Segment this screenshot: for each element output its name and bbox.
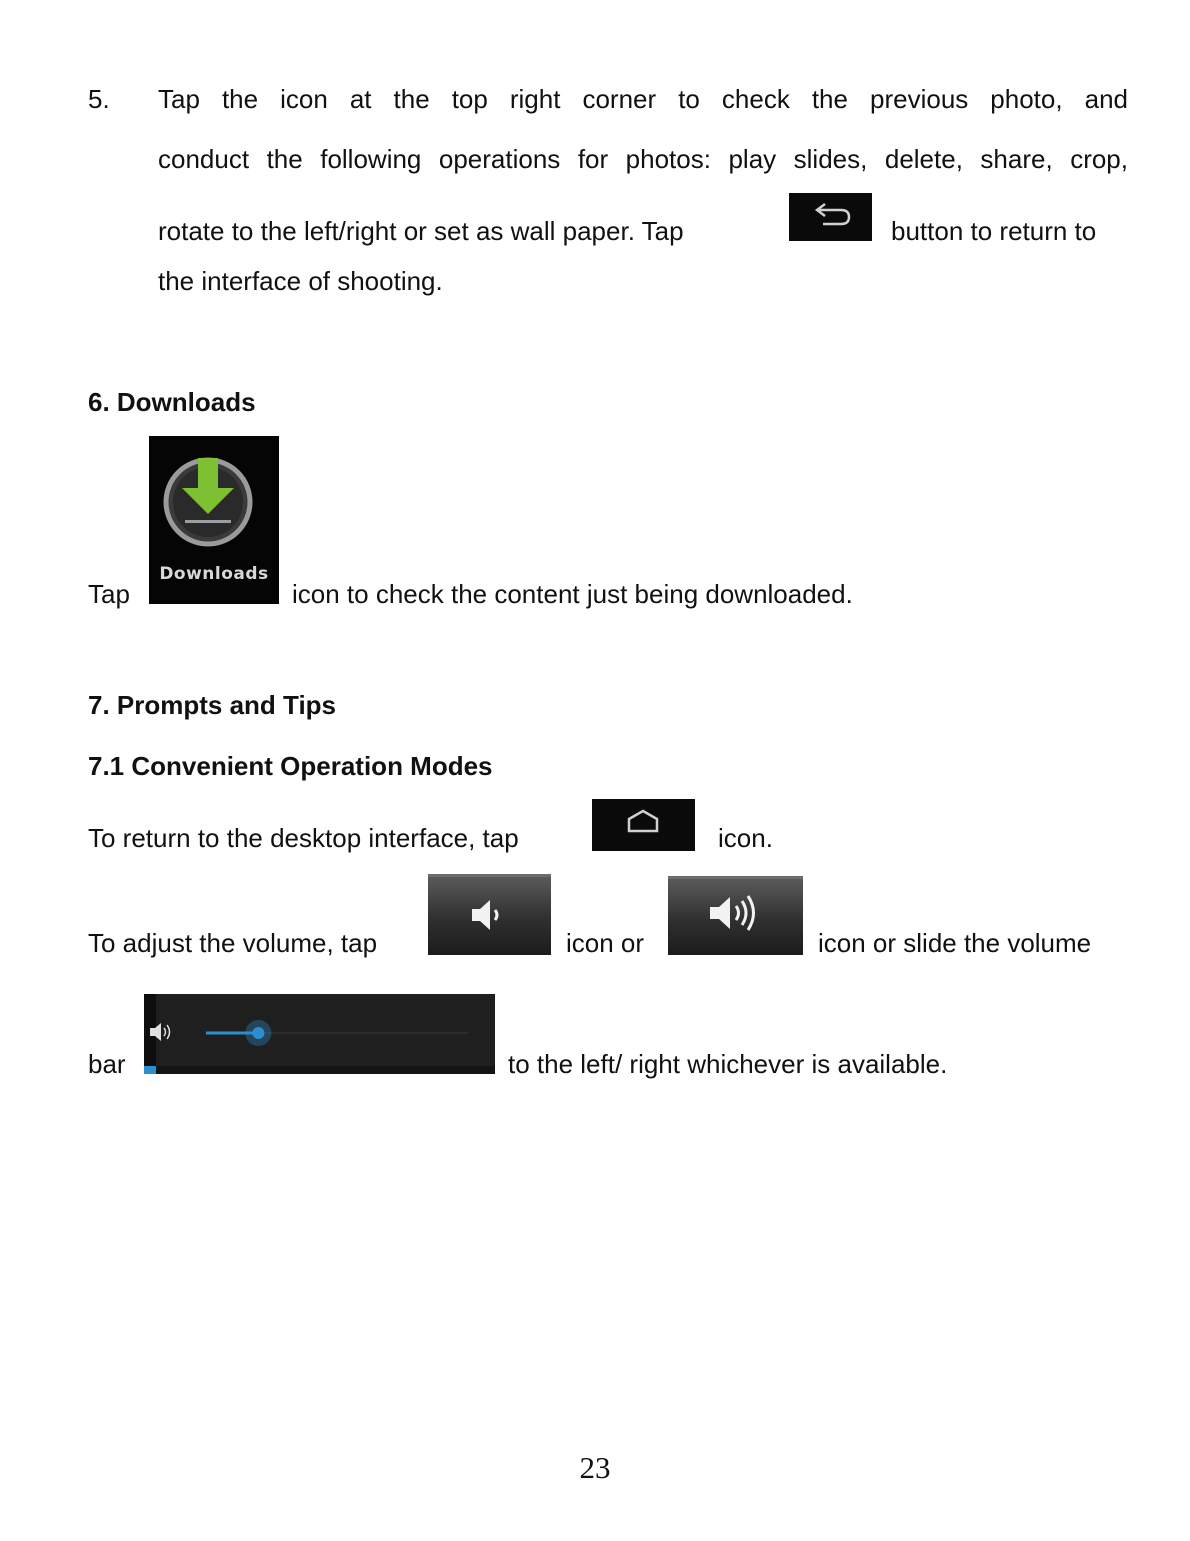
paragraph-text: icon. (718, 823, 773, 853)
section-heading: 7. Prompts and Tips (88, 690, 337, 720)
section-heading: 6. Downloads (88, 387, 256, 417)
downloads-icon-label: Downloads (159, 564, 269, 584)
paragraph-text: icon or slide the volume (818, 928, 1092, 958)
paragraph-text: icon or (566, 928, 645, 958)
volume-down-icon (428, 874, 551, 955)
paragraph-text: To adjust the volume, tap (88, 928, 378, 958)
paragraph-text: to the left/ right whichever is available. (508, 1049, 948, 1079)
home-icon (592, 799, 695, 851)
volume-slider-bar (144, 994, 495, 1074)
page-number: 23 (579, 1450, 611, 1485)
paragraph-line: the interface of shooting. (158, 266, 443, 296)
paragraph-text: icon to check the content just being downloaded. (292, 579, 853, 609)
volume-up-icon (668, 876, 803, 955)
paragraph-line: button to return to (891, 216, 1097, 246)
subsection-heading: 7.1 Convenient Operation Modes (88, 751, 493, 781)
back-arrow-icon (789, 193, 872, 241)
paragraph-line: rotate to the left/right or set as wall paper. Tap (158, 216, 684, 246)
paragraph-text: To return to the desktop interface, tap (88, 823, 519, 853)
paragraph-text: bar (88, 1049, 126, 1079)
paragraph-line: conduct the following operations for photos: play slides, delete, share, crop, (158, 144, 1128, 174)
list-number: 5. (88, 84, 110, 114)
download-arrow-icon (149, 436, 279, 566)
paragraph-line: Tap the icon at the top right corner to check the previous photo, and (158, 84, 1128, 114)
paragraph-text: Tap (88, 579, 130, 609)
downloads-app-icon (149, 436, 279, 604)
